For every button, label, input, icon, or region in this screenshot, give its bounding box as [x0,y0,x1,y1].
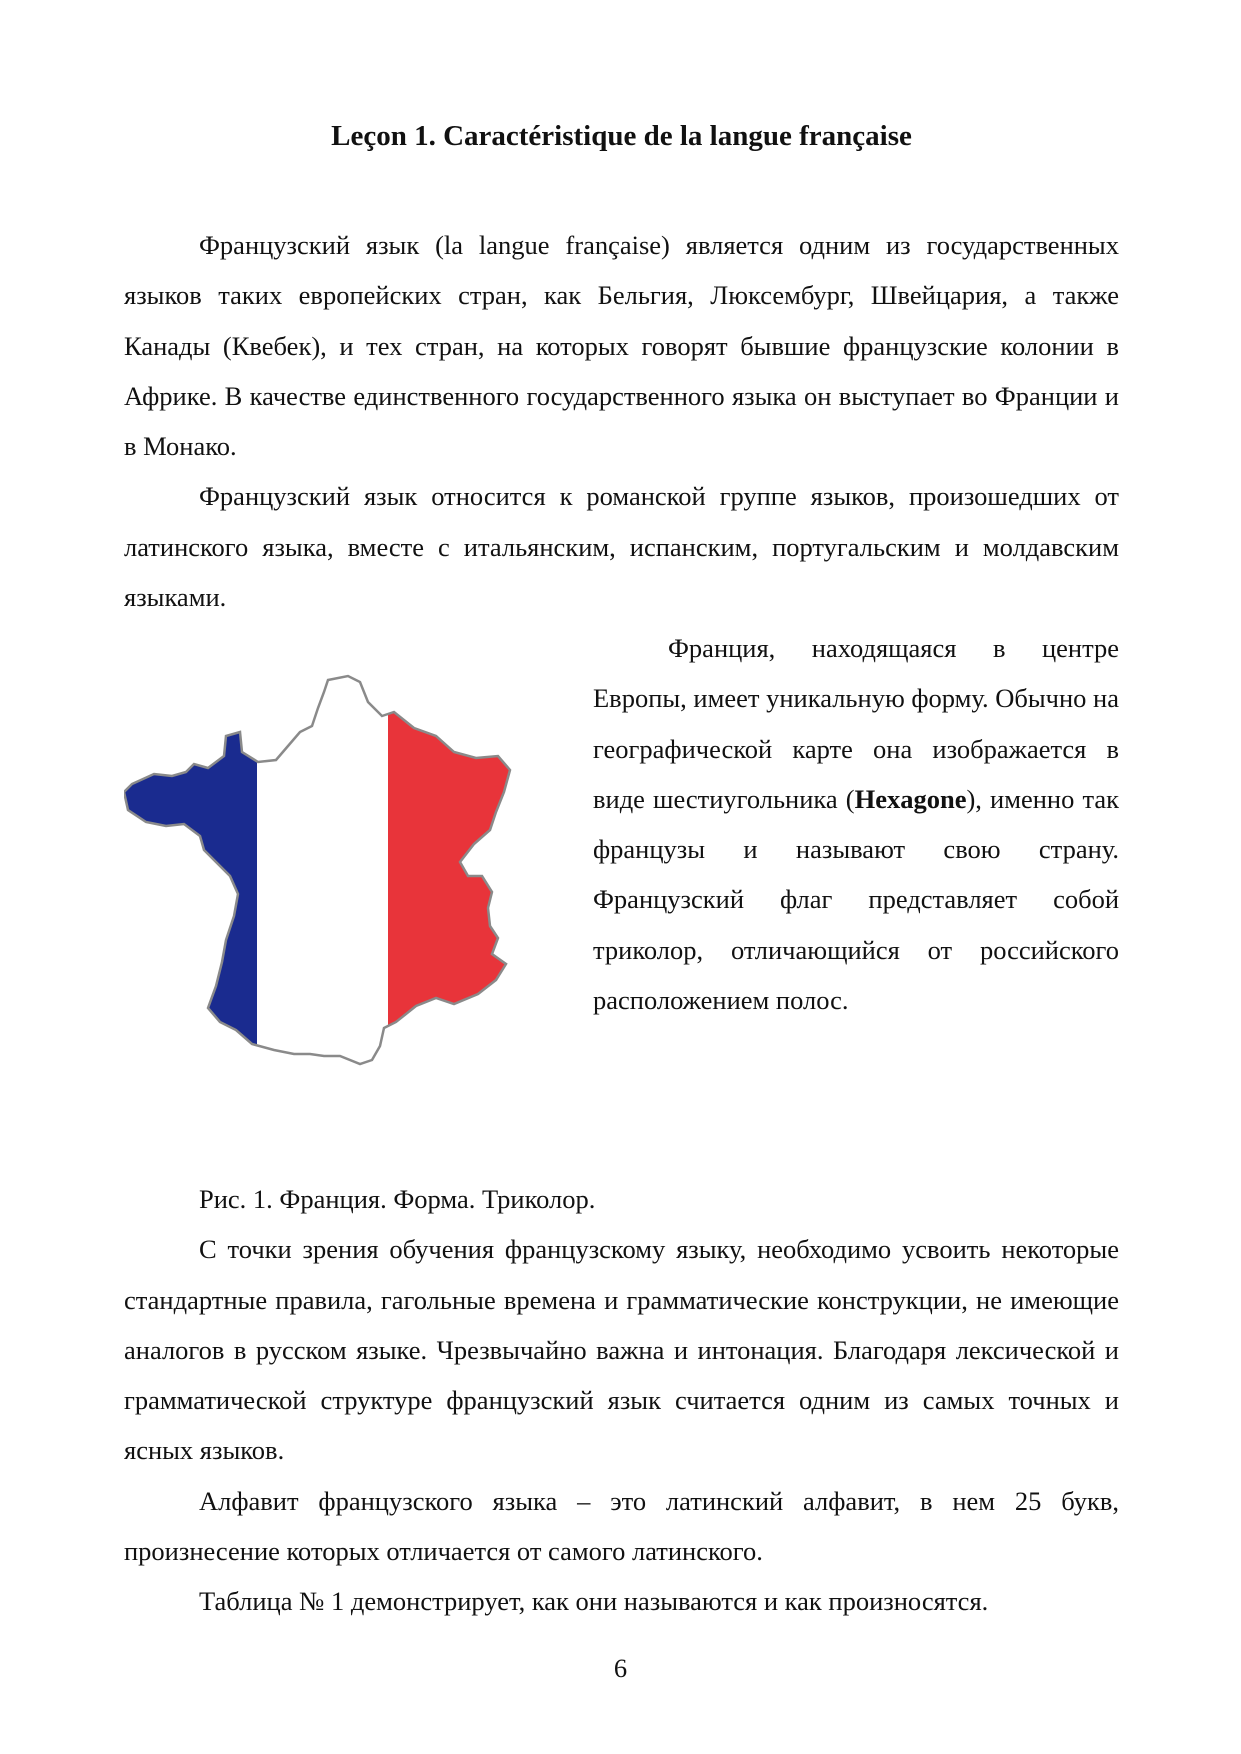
main-text [124,1174,1119,1627]
figure-caption: Рис. 1. Франция. Форма. Триколор. [199,1184,596,1214]
paragraph-6: Таблица № 1 демонстрирует, как они называются и как произносятся. [199,1586,989,1617]
paragraph-4: С точки зрения обучения французскому языку, необходимо усвоить некоторые стандартные правила, гагольные времена и грамматические конструкции, не имеющие аналогов в русском языке. Чрезвычайно важна и интонация. Благодаря лексической и грамматической структуре французский язык считается одним из самых точных и ясных языков. [124,1234,1119,1466]
red-stripe [388,672,568,1092]
intro-text [124,220,1119,622]
blue-stripe [124,672,257,1092]
paragraph-3 [593,623,1119,1025]
white-stripe [257,672,388,1092]
figure-side-text [593,623,1119,1025]
france-flag-map-icon [124,672,568,1092]
hexagone-term: Hexagone [854,783,967,814]
paragraph-3-end: ), именно так французы и называют свою страну. Французский флаг представляет собой триколор, отличающийся от российского расположением полос. [593,783,1119,1016]
paragraph-1: Французский язык (la langue française) является одним из государственных языков таких европейских стран, как Бельгия, Люксембург, Швейцария, а также Канады (Квебек), и тех стран, на которых говорят бывшие французские колонии в Африке. В качестве единственного государственного языка он выступает во Франции и в Монако. [124,230,1119,462]
paragraph-2: Французский язык относится к романской группе языков, произошедших от латинского языка, вместе с итальянским, испанским, португальским и молдавским языками. [124,481,1119,613]
page-number: 6 [613,1653,628,1683]
lesson-title: Leçon 1. Caractéristique de la langue française [331,120,912,152]
flag-stripes [124,672,568,1092]
paragraph-3-start: Франция, находящаяся в центре Европы, имеет уникальную форму. Обычно на географической карте она изображается в виде шестиугольника ( [593,633,1120,814]
paragraph-5: Алфавит французского языка – это латинский алфавит, в нем 25 букв, произнесение которых отличается от самого латинского. [124,1485,1119,1567]
